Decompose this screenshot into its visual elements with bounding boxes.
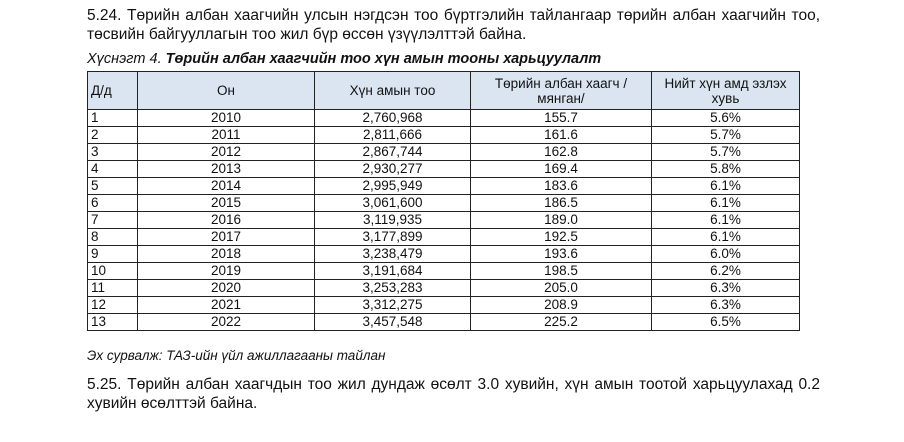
cell-officials: 225.2 — [471, 314, 652, 331]
cell-year: 2020 — [138, 280, 315, 297]
cell-no: 9 — [88, 246, 138, 263]
table-row — [88, 144, 800, 161]
cell-officials: 183.6 — [471, 178, 652, 195]
cell-officials: 193.6 — [471, 246, 652, 263]
cell-share: 5.6% — [652, 110, 800, 127]
cell-share: 6.5% — [652, 314, 800, 331]
cell-population: 2,995,949 — [315, 178, 471, 195]
table-row — [88, 280, 800, 297]
table-row — [88, 246, 800, 263]
cell-share: 6.1% — [652, 229, 800, 246]
cell-no: 4 — [88, 161, 138, 178]
cell-year: 2017 — [138, 229, 315, 246]
cell-officials: 161.6 — [471, 127, 652, 144]
cell-share: 6.1% — [652, 178, 800, 195]
cell-share: 6.1% — [652, 212, 800, 229]
header-year: Он — [138, 72, 315, 110]
cell-population: 2,867,744 — [315, 144, 471, 161]
cell-officials: 189.0 — [471, 212, 652, 229]
cell-year: 2010 — [138, 110, 315, 127]
table-row — [88, 127, 800, 144]
table-row — [88, 161, 800, 178]
cell-year: 2011 — [138, 127, 315, 144]
cell-officials: 169.4 — [471, 161, 652, 178]
cell-no: 12 — [88, 297, 138, 314]
table-row — [88, 229, 800, 246]
cell-year: 2018 — [138, 246, 315, 263]
cell-no: 10 — [88, 263, 138, 280]
header-no: Д/д — [88, 72, 138, 110]
table-row — [88, 195, 800, 212]
cell-year: 2019 — [138, 263, 315, 280]
cell-year: 2015 — [138, 195, 315, 212]
paragraph-5-25: 5.25. Төрийн албан хаагчдын тоо жил дундаж өсөлт 3.0 хувийн, хүн амын тоотой харьцуулахад 0.2 хувийн өсөлттэй байна. — [87, 376, 820, 412]
cell-share: 6.0% — [652, 246, 800, 263]
cell-year: 2014 — [138, 178, 315, 195]
cell-no: 6 — [88, 195, 138, 212]
cell-officials: 198.5 — [471, 263, 652, 280]
cell-no: 11 — [88, 280, 138, 297]
table-row — [88, 212, 800, 229]
cell-year: 2022 — [138, 314, 315, 331]
cell-year: 2012 — [138, 144, 315, 161]
cell-officials: 208.9 — [471, 297, 652, 314]
caption-title: Төрийн албан хаагчийн тоо хүн амын тооны харьцуулалт — [165, 51, 602, 67]
caption-lead: Хүснэгт 4. — [87, 51, 162, 67]
cell-population: 2,811,666 — [315, 127, 471, 144]
table-row — [88, 110, 800, 127]
cell-no: 3 — [88, 144, 138, 161]
cell-no: 1 — [88, 110, 138, 127]
table-header-row — [88, 72, 800, 110]
officials-population-table — [87, 71, 800, 331]
cell-population: 3,253,283 — [315, 280, 471, 297]
table-row — [88, 263, 800, 280]
table-row — [88, 178, 800, 195]
header-officials: Төрийн албан хаагч /мянган/ — [471, 72, 652, 110]
header-share: Нийт хүн амд эзлэх хувь — [652, 72, 800, 110]
cell-year: 2021 — [138, 297, 315, 314]
cell-population: 3,238,479 — [315, 246, 471, 263]
cell-population: 3,177,899 — [315, 229, 471, 246]
cell-officials: 205.0 — [471, 280, 652, 297]
cell-no: 5 — [88, 178, 138, 195]
cell-share: 6.1% — [652, 195, 800, 212]
cell-population: 3,312,275 — [315, 297, 471, 314]
cell-no: 2 — [88, 127, 138, 144]
cell-share: 5.8% — [652, 161, 800, 178]
cell-officials: 186.5 — [471, 195, 652, 212]
table-caption — [87, 51, 601, 67]
cell-population: 2,930,277 — [315, 161, 471, 178]
cell-no: 8 — [88, 229, 138, 246]
cell-population: 2,760,968 — [315, 110, 471, 127]
header-population: Хүн амын тоо — [315, 72, 471, 110]
source-note: Эх сурвалж: ТАЗ-ийн үйл ажиллагааны тайлан — [87, 348, 386, 363]
table-row — [88, 314, 800, 331]
table-body — [88, 110, 800, 331]
cell-share: 6.3% — [652, 280, 800, 297]
cell-no: 13 — [88, 314, 138, 331]
cell-population: 3,457,548 — [315, 314, 471, 331]
cell-no: 7 — [88, 212, 138, 229]
cell-share: 5.7% — [652, 127, 800, 144]
cell-year: 2016 — [138, 212, 315, 229]
cell-year: 2013 — [138, 161, 315, 178]
cell-share: 6.2% — [652, 263, 800, 280]
cell-population: 3,119,935 — [315, 212, 471, 229]
cell-officials: 162.8 — [471, 144, 652, 161]
cell-share: 6.3% — [652, 297, 800, 314]
cell-share: 5.7% — [652, 144, 800, 161]
cell-population: 3,191,684 — [315, 263, 471, 280]
table-row — [88, 297, 800, 314]
paragraph-5-24: 5.24. Төрийн албан хаагчийн улсын нэгдсэн тоо бүртгэлийн тайлангаар төрийн албан хаагчийн тоо, төсвийн байгууллагын тоо жил бүр өссөн үзүүлэлттэй байна. — [87, 7, 820, 43]
cell-officials: 155.7 — [471, 110, 652, 127]
cell-officials: 192.5 — [471, 229, 652, 246]
cell-population: 3,061,600 — [315, 195, 471, 212]
